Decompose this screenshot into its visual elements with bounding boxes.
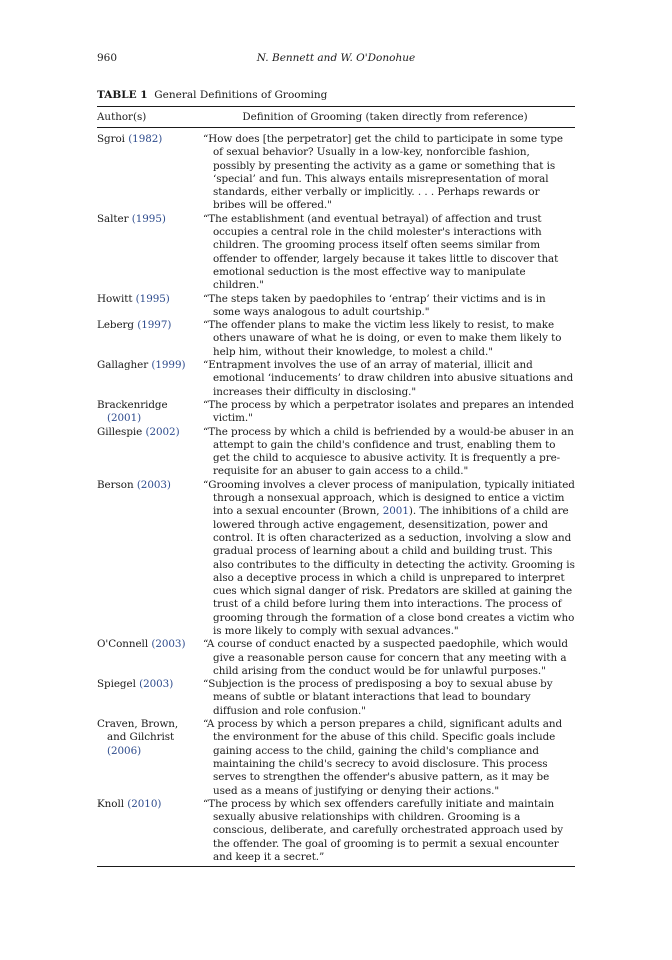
table-row xyxy=(97,399,575,426)
citation-year-link[interactable]: (2003) xyxy=(136,478,171,491)
citation-year-link[interactable]: (1995) xyxy=(131,212,166,225)
author-cell xyxy=(97,133,193,213)
definition-cell: “The steps taken by paedophiles to ‘entrap’ their victims and is in some ways analogous to adult courtship." xyxy=(203,292,546,318)
author-name: Salter xyxy=(97,212,132,225)
author-name: Brackenridge xyxy=(97,398,168,411)
table-row xyxy=(97,133,575,213)
definition-cell: “A process by which a person prepares a child, significant adults and the environment for the abuse of this child. Specific goals include gaining access to the child, gaining the child's compliance and maintaining the child's secrecy to avoid disclosure. This process serves to strengthen the offender's abusive pattern, as it may be used as a means of justifying or denying their actions." xyxy=(203,718,563,797)
citation-year-link[interactable]: (1999) xyxy=(151,359,186,372)
citation-year-link[interactable]: (2003) xyxy=(139,678,174,691)
running-head xyxy=(97,52,575,68)
author-cell xyxy=(97,213,193,293)
table-row xyxy=(97,319,575,359)
author-name: Craven, Brown, and Gilchrist xyxy=(97,718,179,744)
table-bottom-rule xyxy=(97,866,575,867)
table-caption xyxy=(97,88,575,102)
author-name: Spiegel xyxy=(97,678,140,691)
author-cell xyxy=(97,399,193,426)
author-name: Sgroi xyxy=(97,133,129,145)
definition-cell xyxy=(203,479,575,639)
header-definition: Definition of Grooming (taken directly from reference) xyxy=(242,111,528,123)
author-name: Gallagher xyxy=(97,359,152,372)
citation-year-link[interactable]: (2001) xyxy=(107,412,142,425)
author-name: Berson xyxy=(97,478,137,491)
definition-cell: “A course of conduct enacted by a suspected paedophile, which would give a reasonable person cause for concern that any meeting with a child arising from the conduct would be for unlawful purposes." xyxy=(203,638,568,677)
citation-year-link[interactable]: (2010) xyxy=(127,797,162,810)
citation-year-link[interactable]: (2002) xyxy=(145,425,180,438)
author-cell xyxy=(97,798,193,864)
definition-cell: “The establishment (and eventual betrayal) of affection and trust occupies a central role in the child molester's interactions with children. The grooming process itself often seems similar from offender to offender, largely because it takes little to discover that emotional seduction is the most effective way to manipulate children." xyxy=(203,212,559,292)
definition-cell: “The process by which a perpetrator isolates and prepares an intended victim." xyxy=(203,398,574,425)
header-author: Author(s) xyxy=(97,111,147,123)
author-name: Howitt xyxy=(97,292,136,305)
table-row xyxy=(97,213,575,293)
table-row xyxy=(97,798,575,864)
definition-text: ). The inhibitions of a child are lowered through active engagement, desensitization, power and control. It is often characterized as a seduction, involving a slow and gradual process of learning about a child and building trust. This also contributes to the difficulty in detecting the activity. Grooming is also a deceptive process in which a child is unprepared to interpret cues which signal danger of risk. Predators are skilled at gaining the trust of a child before luring them into interactions. The process of grooming through the formation of a close bond creates a victim who is more likely to comply with sexual advances." xyxy=(213,505,575,637)
definition-cell: “How does [the perpetrator] get the child to participate in some type of sexual behavior? Usually in a low-key, nonforcible fashion, possibly by presenting the activity as a game or something that is ‘special’ and fun. This always entails misrepresentation of moral standards, either verbally or implicitly. . . . Perhaps rewards or bribes will be offered." xyxy=(203,133,563,212)
citation-year-link[interactable]: (1997) xyxy=(137,319,172,332)
author-cell xyxy=(97,359,193,399)
author-name: O'Connell xyxy=(97,638,152,651)
definition-cell: “The process by which a child is befriended by a would-be abuser in an attempt to gain the child's confidence and trust, enabling them to get the child to acquiesce to abusive activity. It is frequently a pre-requisite for an abuser to gain access to a child." xyxy=(203,425,574,478)
table-row xyxy=(97,293,575,320)
table-caption-text: General Definitions of Grooming xyxy=(154,89,328,101)
table-row xyxy=(97,638,575,678)
table-body xyxy=(97,128,575,866)
page xyxy=(97,52,575,867)
author-cell xyxy=(97,426,193,479)
definition-cell: “The offender plans to make the victim less likely to resist, to make others unaware of what he is doing, or even to make them likely to help him, without their knowledge, to molest a child." xyxy=(203,319,562,358)
author-name: Gillespie xyxy=(97,425,146,438)
page-number: 960 xyxy=(97,52,118,64)
author-cell xyxy=(97,678,193,718)
definition-cell: “Subjection is the process of predisposing a boy to sexual abuse by means of subtle or blatant interactions that lead to boundary diffusion and role confusion." xyxy=(203,678,553,717)
definition-text: “Grooming involves a clever process of manipulation, typically initiated through a nonsexual approach, which is designed to entice a victim into a sexual encounter (Brown, xyxy=(203,478,575,518)
table-row xyxy=(97,718,575,798)
table-row xyxy=(97,479,575,639)
author-cell xyxy=(97,319,193,359)
author-cell xyxy=(97,718,193,798)
author-name: Leberg xyxy=(97,319,138,332)
citation-year-link[interactable]: (1995) xyxy=(135,292,170,305)
table-caption-label: TABLE 1 xyxy=(97,89,148,101)
table-header-row xyxy=(97,107,575,128)
author-name: Knoll xyxy=(97,797,128,810)
inline-citation-year-link[interactable]: 2001 xyxy=(382,505,409,518)
definition-cell: “Entrapment involves the use of an array of material, illicit and emotional ‘inducements’ to draw children into abusive situations and increases their difficulty in disclosing." xyxy=(203,359,574,398)
author-cell xyxy=(97,293,193,320)
citation-year-link[interactable]: (2006) xyxy=(107,744,142,757)
definition-cell: “The process by which sex offenders carefully initiate and maintain sexually abusive relationships with children. Grooming is a conscious, deliberate, and carefully orchestrated approach used by the offender. The goal of grooming is to permit a sexual encounter and keep it a secret.” xyxy=(203,797,564,864)
table-row xyxy=(97,359,575,399)
author-cell xyxy=(97,479,193,639)
running-head-authors: N. Bennett and W. O'Donohue xyxy=(256,52,416,64)
citation-year-link[interactable]: (1982) xyxy=(128,133,163,145)
citation-year-link[interactable]: (2003) xyxy=(151,638,186,651)
author-cell xyxy=(97,638,193,678)
table-row xyxy=(97,426,575,479)
table-row xyxy=(97,678,575,718)
